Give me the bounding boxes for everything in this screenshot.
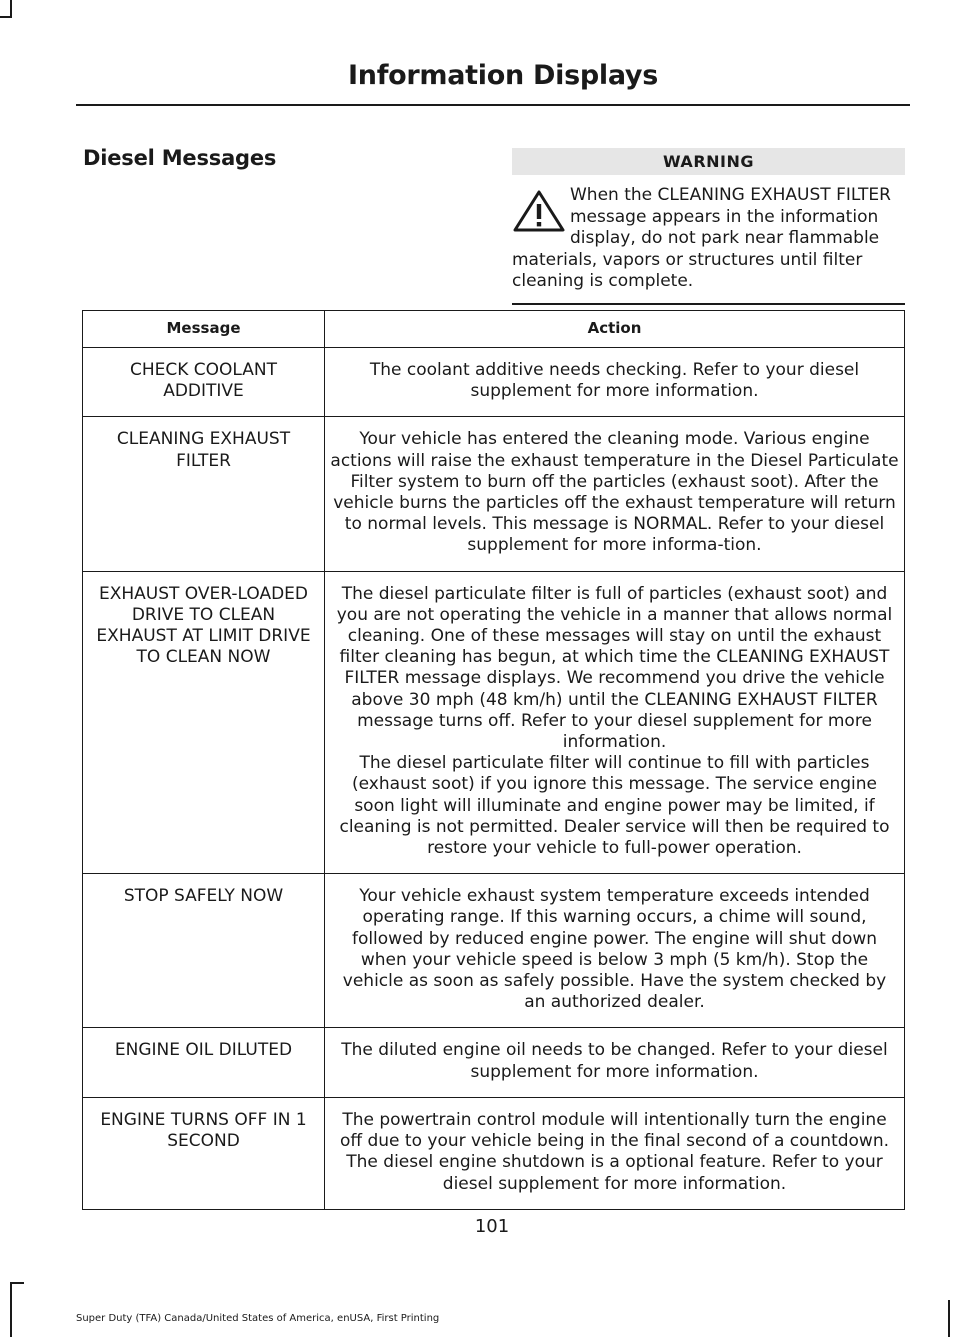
warning-box xyxy=(512,148,905,305)
message-cell: STOP SAFELY NOW xyxy=(83,874,325,1028)
crop-mark xyxy=(948,1300,950,1337)
footer-text: Super Duty (TFA) Canada/United States of America, enUSA, First Printing xyxy=(76,1313,440,1324)
table-row xyxy=(83,417,905,571)
page-header-title: Information Displays xyxy=(348,60,658,91)
warning-triangle-icon xyxy=(512,189,566,233)
table-header-row xyxy=(83,311,905,348)
message-cell: CLEANING EXHAUST FILTER xyxy=(83,417,325,571)
message-cell xyxy=(83,571,325,874)
column-header-action: Action xyxy=(325,311,905,348)
action-cell xyxy=(325,571,905,874)
table-row xyxy=(83,1097,905,1209)
action-text: The diesel particulate filter is full of particles (exhaust soot) and you are not operating the vehicle in a manner that allows normal cleaning. One of these messages will stay on until the exhaust filter cleaning has begun, at which time the CLEANING EXHAUST FILTER message displays. We recommend you drive the vehicle above 30 mph (48 km/h) until the CLEANING EXHAUST FILTER message turns off. Refer to your diesel supplement for more information. xyxy=(336,583,893,753)
action-cell: Your vehicle has entered the cleaning mode. Various engine actions will raise the exhaust temperature in the Diesel Particulate Filter system to burn off the particles (exhaust soot). After the vehicle burns the particles off the exhaust temperature will return to normal levels. This message is NORMAL. Refer to your diesel supplement for more informa-tion. xyxy=(325,417,905,571)
action-cell: The diluted engine oil needs to be changed. Refer to your diesel supplement for more information. xyxy=(325,1028,905,1097)
action-cell: The powertrain control module will intentionally turn the engine off due to your vehicle being in the final second of a countdown. The diesel engine shutdown is a optional feature. Refer to your diesel supplement for more information. xyxy=(325,1097,905,1209)
diesel-messages-table xyxy=(82,310,905,1210)
table-row xyxy=(83,874,905,1028)
action-cell: Your vehicle exhaust system temperature exceeds intended operating range. If this warning occurs, a chime will sound, followed by reduced engine power. The engine will shut down when your vehicle speed is below 3 mph (5 km/h). Stop the vehicle as soon as safely possible. Have the system checked by an authorized dealer. xyxy=(325,874,905,1028)
column-header-message: Message xyxy=(83,311,325,348)
table-row xyxy=(83,571,905,874)
message-text: EXHAUST OVER-LOADED DRIVE TO CLEAN xyxy=(98,583,309,625)
message-cell: CHECK COOLANT ADDITIVE xyxy=(83,348,325,417)
crop-mark xyxy=(10,1282,12,1337)
message-cell: ENGINE OIL DILUTED xyxy=(83,1028,325,1097)
warning-body xyxy=(512,185,905,293)
header-divider xyxy=(76,104,910,106)
message-text: EXHAUST AT LIMIT DRIVE TO CLEAN NOW xyxy=(96,626,311,668)
warning-divider xyxy=(512,303,905,305)
table-row xyxy=(83,1028,905,1097)
section-heading: Diesel Messages xyxy=(83,146,277,170)
warning-text: When the CLEANING EXHAUST FILTER message appears in the information display, do not park near flammable materials, vapors or structures until filter cleaning is complete. xyxy=(512,185,891,291)
action-cell: The coolant additive needs checking. Refer to your diesel supplement for more information. xyxy=(325,348,905,417)
crop-mark xyxy=(10,1282,24,1284)
message-cell: ENGINE TURNS OFF IN 1 SECOND xyxy=(83,1097,325,1209)
table-row xyxy=(83,348,905,417)
warning-label: WARNING xyxy=(512,148,905,175)
action-text: The diesel particulate filter will continue to fill with particles (exhaust soot) if you ignore this message. The service engine soon light will illuminate and engine power may be limited, if cleaning is not permitted. Dealer service will then be required to restore your vehicle to full-power operation. xyxy=(339,753,890,859)
crop-mark xyxy=(0,16,12,18)
page-number: 101 xyxy=(474,1216,510,1237)
